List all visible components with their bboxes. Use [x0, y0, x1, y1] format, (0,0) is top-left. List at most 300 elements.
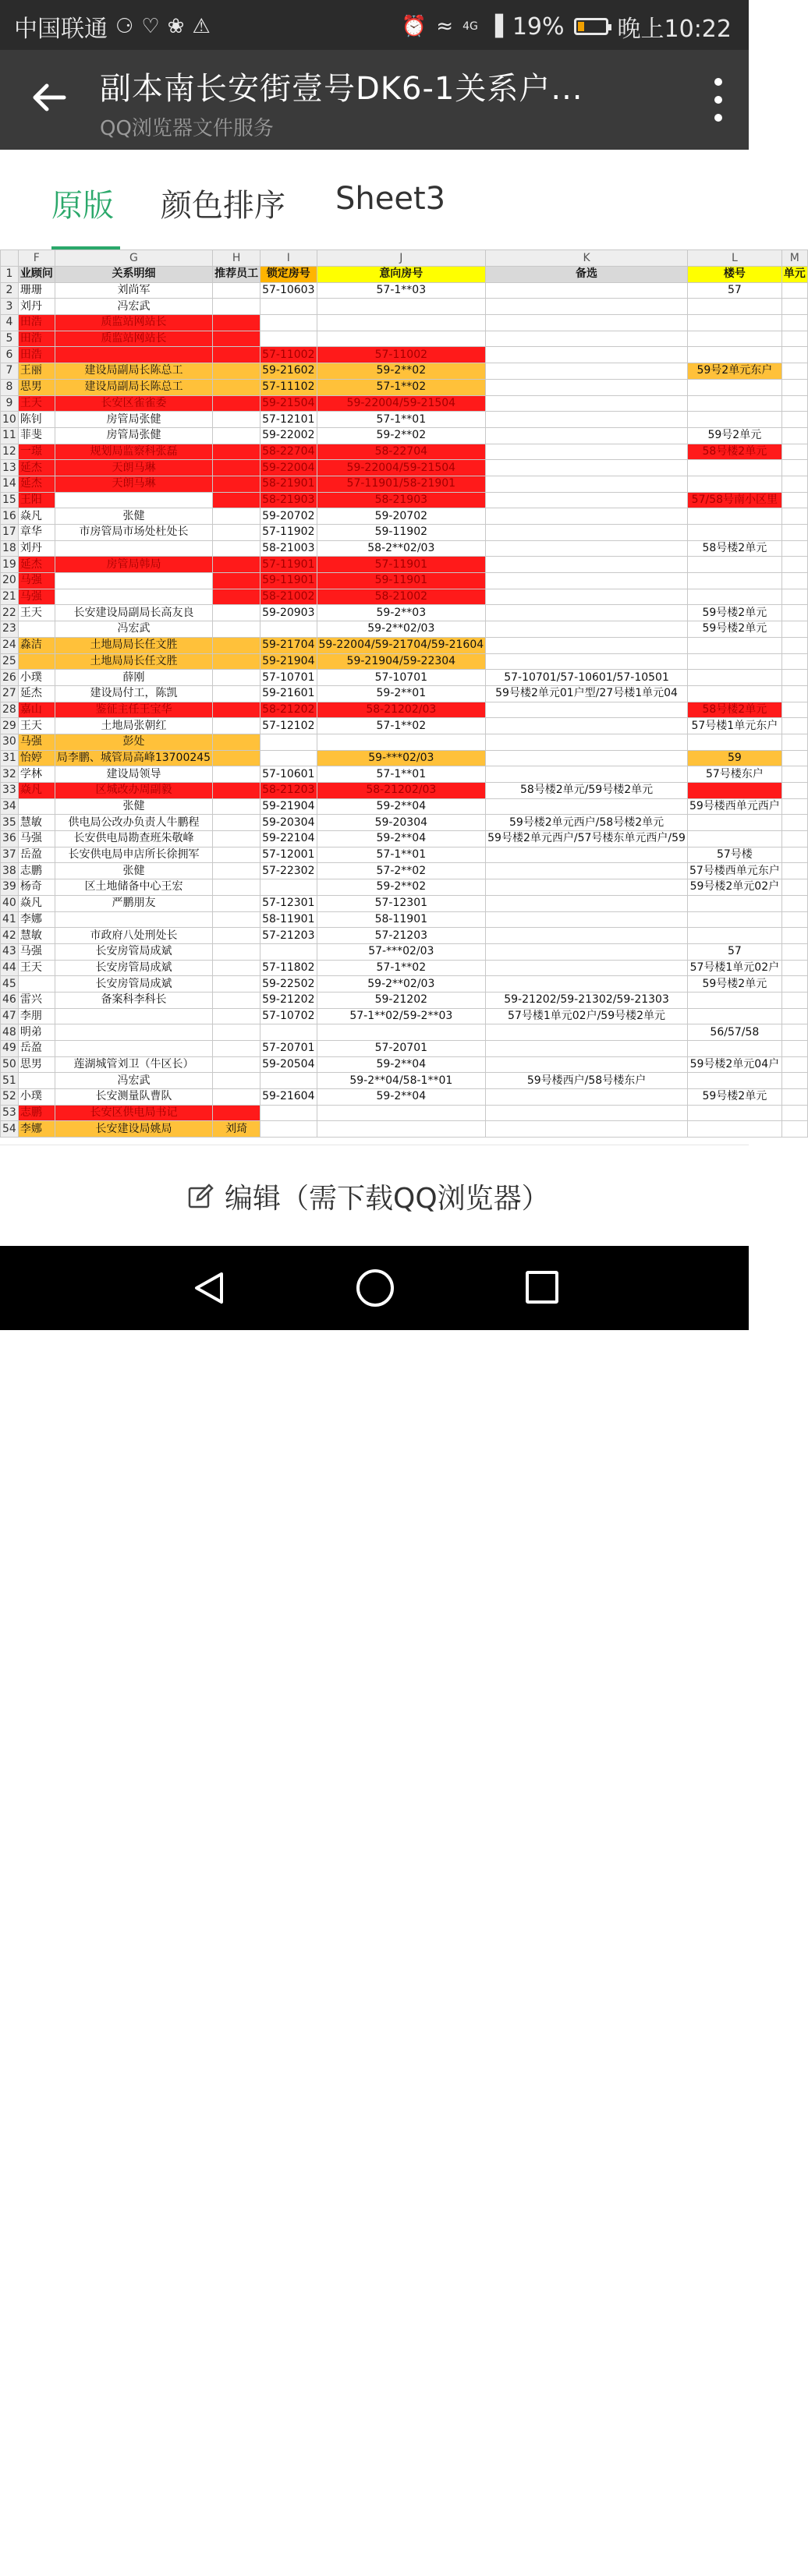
row-number[interactable]: 29 — [1, 718, 19, 734]
table-cell[interactable] — [486, 1089, 688, 1106]
table-cell[interactable]: 59-20304 — [317, 815, 486, 831]
table-cell[interactable] — [687, 1008, 781, 1024]
table-cell[interactable]: 59-22002 — [260, 427, 317, 444]
table-cell[interactable] — [781, 943, 807, 960]
table-cell[interactable]: 志鹏 — [18, 863, 55, 879]
row-number[interactable]: 11 — [1, 427, 19, 444]
table-cell[interactable] — [687, 476, 781, 492]
row-number[interactable]: 22 — [1, 605, 19, 621]
table-cell[interactable]: 57号楼1单元02户/59号楼2单元 — [486, 1008, 688, 1024]
table-cell[interactable] — [486, 508, 688, 525]
table-cell[interactable]: 57-10601 — [260, 766, 317, 783]
table-cell[interactable]: 59-2**01 — [317, 685, 486, 702]
table-cell[interactable]: 田浩 — [18, 331, 55, 347]
table-cell[interactable] — [55, 1024, 212, 1041]
table-cell[interactable] — [55, 347, 212, 363]
row-number[interactable]: 15 — [1, 492, 19, 508]
table-cell[interactable] — [486, 299, 688, 315]
table-cell[interactable] — [213, 557, 260, 573]
table-cell[interactable]: 57-1**02 — [317, 960, 486, 976]
table-cell[interactable] — [213, 299, 260, 315]
table-cell[interactable]: 57号楼东户 — [687, 766, 781, 783]
table-cell[interactable] — [781, 863, 807, 879]
table-cell[interactable] — [781, 605, 807, 621]
tab-color-sort[interactable]: 颜色排序 — [161, 188, 285, 224]
table-cell[interactable]: 57号楼 — [687, 847, 781, 863]
table-cell[interactable]: 建设局付工，陈凯 — [55, 685, 212, 702]
nav-recents-icon[interactable] — [526, 1271, 558, 1304]
row-number[interactable]: 41 — [1, 911, 19, 928]
table-cell[interactable]: 59-20304 — [260, 815, 317, 831]
table-cell[interactable]: 张健 — [55, 863, 212, 879]
header-cell[interactable]: 推荐员工 — [213, 267, 260, 283]
table-cell[interactable] — [781, 395, 807, 412]
table-cell[interactable]: 思男 — [18, 379, 55, 395]
table-cell[interactable]: 延杰 — [18, 476, 55, 492]
table-cell[interactable] — [213, 815, 260, 831]
table-cell[interactable]: 小璞 — [18, 670, 55, 686]
table-cell[interactable] — [781, 1024, 807, 1041]
row-number[interactable]: 45 — [1, 976, 19, 993]
tab-original[interactable]: 原版 — [51, 188, 114, 224]
table-cell[interactable]: 区城改办周副毅 — [55, 783, 212, 799]
table-cell[interactable] — [213, 492, 260, 508]
table-cell[interactable]: 菲斐 — [18, 427, 55, 444]
table-cell[interactable]: 59-2**02 — [317, 427, 486, 444]
table-cell[interactable] — [687, 331, 781, 347]
table-cell[interactable]: 57-11902 — [260, 525, 317, 541]
table-cell[interactable]: 李朋 — [18, 1008, 55, 1024]
column-letter[interactable]: L — [687, 250, 781, 267]
table-cell[interactable]: 57-11002 — [317, 347, 486, 363]
table-cell[interactable] — [781, 460, 807, 476]
table-cell[interactable]: 58-2**02/03 — [317, 540, 486, 557]
tab-sheet3[interactable]: Sheet3 — [335, 181, 446, 217]
table-cell[interactable] — [486, 702, 688, 718]
table-cell[interactable] — [781, 718, 807, 734]
table-cell[interactable]: 王阳 — [18, 492, 55, 508]
table-cell[interactable]: 市房管局市场处杜处长 — [55, 525, 212, 541]
row-number[interactable]: 5 — [1, 331, 19, 347]
table-cell[interactable] — [260, 943, 317, 960]
table-cell[interactable] — [213, 928, 260, 944]
row-number[interactable]: 14 — [1, 476, 19, 492]
table-cell[interactable] — [687, 1121, 781, 1138]
table-cell[interactable]: 张健 — [55, 798, 212, 815]
row-number[interactable]: 33 — [1, 783, 19, 799]
table-cell[interactable]: 57-10702 — [260, 1008, 317, 1024]
table-cell[interactable] — [486, 331, 688, 347]
table-cell[interactable]: 天朗马琳 — [55, 476, 212, 492]
table-cell[interactable]: 雷兴 — [18, 992, 55, 1008]
table-cell[interactable]: 59-20903 — [260, 605, 317, 621]
table-cell[interactable]: 59-21602 — [260, 363, 317, 380]
table-cell[interactable] — [486, 766, 688, 783]
table-cell[interactable]: 59-21504 — [260, 395, 317, 412]
edit-button[interactable] — [187, 1177, 550, 1216]
row-number[interactable]: 38 — [1, 863, 19, 879]
table-cell[interactable] — [486, 525, 688, 541]
table-cell[interactable]: 57-1**01 — [317, 412, 486, 428]
table-cell[interactable] — [486, 573, 688, 589]
table-cell[interactable]: 57-11102 — [260, 379, 317, 395]
table-cell[interactable] — [486, 492, 688, 508]
table-cell[interactable] — [486, 1121, 688, 1138]
table-cell[interactable]: 建设局副局长陈总工 — [55, 363, 212, 380]
table-cell[interactable] — [213, 444, 260, 460]
table-cell[interactable]: 57号楼1单元02户 — [687, 960, 781, 976]
table-cell[interactable]: 57-10603 — [260, 282, 317, 299]
table-cell[interactable]: 59-2**04/58-1**01 — [317, 1073, 486, 1089]
table-cell[interactable]: 59-21704 — [260, 637, 317, 653]
table-cell[interactable]: 杨奇 — [18, 879, 55, 896]
table-cell[interactable]: 59号楼西户/58号楼东户 — [486, 1073, 688, 1089]
table-cell[interactable] — [213, 783, 260, 799]
table-cell[interactable]: 房管局张健 — [55, 427, 212, 444]
table-cell[interactable] — [317, 1105, 486, 1121]
table-cell[interactable]: 59-21904 — [260, 798, 317, 815]
table-cell[interactable] — [317, 315, 486, 331]
row-number[interactable]: 2 — [1, 282, 19, 299]
table-cell[interactable]: 长安供电局申店所长徐拥军 — [55, 847, 212, 863]
table-cell[interactable] — [213, 605, 260, 621]
table-cell[interactable]: 59号2单元东户 — [687, 363, 781, 380]
table-cell[interactable] — [213, 960, 260, 976]
table-cell[interactable] — [213, 621, 260, 638]
row-number[interactable]: 44 — [1, 960, 19, 976]
table-cell[interactable]: 李娜 — [18, 911, 55, 928]
row-number[interactable]: 28 — [1, 702, 19, 718]
table-cell[interactable]: 长安区供电局书记 — [55, 1105, 212, 1121]
row-number[interactable]: 50 — [1, 1056, 19, 1073]
row-number[interactable]: 21 — [1, 589, 19, 605]
table-cell[interactable]: 59-22004/59-21504 — [317, 395, 486, 412]
table-cell[interactable]: 慧敏 — [18, 928, 55, 944]
table-cell[interactable] — [687, 895, 781, 911]
column-letter[interactable]: K — [486, 250, 688, 267]
table-cell[interactable]: 57-1**02/59-2**03 — [317, 1008, 486, 1024]
table-cell[interactable]: 市政府八处刑处长 — [55, 928, 212, 944]
table-cell[interactable]: 59-11901 — [317, 573, 486, 589]
table-cell[interactable] — [486, 895, 688, 911]
row-number[interactable]: 3 — [1, 299, 19, 315]
table-cell[interactable]: 59-20504 — [260, 1056, 317, 1073]
table-cell[interactable] — [687, 460, 781, 476]
table-cell[interactable] — [213, 734, 260, 750]
table-cell[interactable]: 刘丹 — [18, 540, 55, 557]
table-cell[interactable]: 58号楼2单元 — [687, 444, 781, 460]
column-letter[interactable]: I — [260, 250, 317, 267]
table-cell[interactable] — [687, 1105, 781, 1121]
table-cell[interactable] — [486, 653, 688, 670]
table-cell[interactable] — [213, 943, 260, 960]
table-cell[interactable] — [486, 379, 688, 395]
table-cell[interactable]: 59-22004/59-21704/59-21604 — [317, 637, 486, 653]
spreadsheet-view[interactable] — [0, 249, 806, 1145]
table-cell[interactable] — [781, 702, 807, 718]
table-cell[interactable]: 马强 — [18, 734, 55, 750]
table-cell[interactable] — [213, 589, 260, 605]
table-cell[interactable]: 刘琦 — [213, 1121, 260, 1138]
table-cell[interactable] — [687, 1041, 781, 1057]
table-cell[interactable]: 57-11002 — [260, 347, 317, 363]
table-cell[interactable] — [687, 315, 781, 331]
table-cell[interactable] — [486, 460, 688, 476]
table-cell[interactable]: 59号2单元 — [687, 427, 781, 444]
table-cell[interactable] — [213, 1089, 260, 1106]
table-cell[interactable] — [18, 976, 55, 993]
row-number[interactable]: 13 — [1, 460, 19, 476]
row-number[interactable]: 25 — [1, 653, 19, 670]
table-cell[interactable]: 59-11901 — [260, 573, 317, 589]
row-number[interactable]: 42 — [1, 928, 19, 944]
table-cell[interactable]: 59-22004 — [260, 460, 317, 476]
table-cell[interactable] — [317, 734, 486, 750]
table-cell[interactable]: 57-12101 — [260, 412, 317, 428]
row-number[interactable]: 48 — [1, 1024, 19, 1041]
table-cell[interactable]: 王天 — [18, 718, 55, 734]
table-cell[interactable]: 明弟 — [18, 1024, 55, 1041]
table-cell[interactable] — [486, 879, 688, 896]
table-cell[interactable] — [213, 798, 260, 815]
row-number[interactable]: 23 — [1, 621, 19, 638]
table-cell[interactable]: 59-22104 — [260, 831, 317, 847]
table-cell[interactable] — [213, 766, 260, 783]
row-number[interactable]: 18 — [1, 540, 19, 557]
table-cell[interactable]: 59-2**02 — [317, 363, 486, 380]
table-cell[interactable]: 马强 — [18, 573, 55, 589]
row-number[interactable]: 12 — [1, 444, 19, 460]
table-cell[interactable]: 57-1**01 — [317, 766, 486, 783]
table-cell[interactable]: 质监站网站长 — [55, 315, 212, 331]
table-cell[interactable] — [687, 299, 781, 315]
header-cell[interactable]: 关系明细 — [55, 267, 212, 283]
table-cell[interactable] — [55, 589, 212, 605]
table-cell[interactable]: 57-20701 — [260, 1041, 317, 1057]
table-cell[interactable]: 57-21203 — [260, 928, 317, 944]
table-cell[interactable]: 房管局张健 — [55, 412, 212, 428]
row-number[interactable]: 43 — [1, 943, 19, 960]
table-cell[interactable] — [781, 798, 807, 815]
nav-back-icon[interactable] — [193, 1271, 225, 1305]
row-number[interactable]: 54 — [1, 1121, 19, 1138]
table-cell[interactable] — [781, 331, 807, 347]
table-cell[interactable]: 建设局副局长陈总工 — [55, 379, 212, 395]
table-cell[interactable]: 58-21202 — [260, 702, 317, 718]
table-cell[interactable]: 57-1**03 — [317, 282, 486, 299]
table-cell[interactable]: 志鹏 — [18, 1105, 55, 1121]
table-cell[interactable]: 58-22704 — [260, 444, 317, 460]
table-cell[interactable] — [260, 1121, 317, 1138]
row-number[interactable]: 19 — [1, 557, 19, 573]
table-cell[interactable]: 59-2**04 — [317, 1056, 486, 1073]
table-cell[interactable] — [260, 1073, 317, 1089]
table-cell[interactable] — [213, 427, 260, 444]
table-cell[interactable] — [781, 621, 807, 638]
table-cell[interactable]: 淼洁 — [18, 637, 55, 653]
table-cell[interactable] — [486, 718, 688, 734]
table-cell[interactable] — [781, 299, 807, 315]
table-cell[interactable] — [781, 347, 807, 363]
table-cell[interactable] — [781, 1008, 807, 1024]
table-cell[interactable] — [781, 895, 807, 911]
table-cell[interactable]: 供电局公改办负责人牛鹏程 — [55, 815, 212, 831]
row-number[interactable]: 46 — [1, 992, 19, 1008]
table-cell[interactable]: 57-20701 — [317, 1041, 486, 1057]
table-cell[interactable]: 张健 — [55, 508, 212, 525]
table-cell[interactable] — [213, 573, 260, 589]
table-cell[interactable] — [213, 750, 260, 766]
table-cell[interactable] — [486, 557, 688, 573]
table-cell[interactable]: 焱凡 — [18, 783, 55, 799]
table-cell[interactable] — [486, 960, 688, 976]
table-cell[interactable] — [55, 1008, 212, 1024]
row-number[interactable]: 24 — [1, 637, 19, 653]
table-cell[interactable]: 岳盈 — [18, 847, 55, 863]
table-cell[interactable]: 58号楼2单元/59号楼2单元 — [486, 783, 688, 799]
table-cell[interactable]: 刘丹 — [18, 299, 55, 315]
more-options-icon[interactable] — [713, 78, 724, 122]
table-cell[interactable] — [55, 1041, 212, 1057]
table-cell[interactable] — [260, 879, 317, 896]
table-cell[interactable]: 57-10701/57-10601/57-10501 — [486, 670, 688, 686]
table-cell[interactable]: 王天 — [18, 605, 55, 621]
table-cell[interactable] — [260, 331, 317, 347]
table-cell[interactable] — [213, 460, 260, 476]
table-cell[interactable] — [687, 347, 781, 363]
table-cell[interactable] — [486, 863, 688, 879]
table-cell[interactable] — [781, 1041, 807, 1057]
table-cell[interactable] — [687, 525, 781, 541]
table-cell[interactable]: 59-22004/59-21504 — [317, 460, 486, 476]
table-cell[interactable] — [213, 347, 260, 363]
table-cell[interactable] — [781, 783, 807, 799]
table-cell[interactable]: 57-2**02 — [317, 863, 486, 879]
table-cell[interactable]: 59号楼2单元西户/57号楼东单元西户/59 — [486, 831, 688, 847]
table-cell[interactable] — [55, 911, 212, 928]
row-number[interactable]: 36 — [1, 831, 19, 847]
table-cell[interactable]: 长安供电局勘查班朱敬峰 — [55, 831, 212, 847]
table-cell[interactable]: 59-21601 — [260, 685, 317, 702]
table-cell[interactable]: 区土地储备中心王宏 — [55, 879, 212, 896]
table-cell[interactable]: 59-21904 — [260, 653, 317, 670]
table-cell[interactable] — [781, 476, 807, 492]
table-cell[interactable]: 慧敏 — [18, 815, 55, 831]
table-cell[interactable] — [486, 282, 688, 299]
table-cell[interactable]: 59号楼2单元01户型/27号楼1单元04 — [486, 685, 688, 702]
table-cell[interactable] — [687, 911, 781, 928]
table-cell[interactable] — [781, 1121, 807, 1138]
table-cell[interactable] — [213, 685, 260, 702]
table-cell[interactable] — [486, 1041, 688, 1057]
table-cell[interactable] — [486, 1105, 688, 1121]
table-cell[interactable] — [781, 573, 807, 589]
table-cell[interactable]: 天朗马琳 — [55, 460, 212, 476]
header-cell[interactable]: 业顾问 — [18, 267, 55, 283]
header-cell[interactable]: 备选 — [486, 267, 688, 283]
row-number[interactable]: 52 — [1, 1089, 19, 1106]
table-cell[interactable]: 57-1**02 — [317, 718, 486, 734]
table-cell[interactable] — [781, 315, 807, 331]
table-cell[interactable] — [213, 653, 260, 670]
table-cell[interactable] — [18, 653, 55, 670]
table-cell[interactable] — [781, 1089, 807, 1106]
table-cell[interactable] — [213, 702, 260, 718]
table-cell[interactable]: 58-22704 — [317, 444, 486, 460]
table-cell[interactable] — [213, 847, 260, 863]
table-cell[interactable] — [781, 589, 807, 605]
table-cell[interactable]: 刘尚军 — [55, 282, 212, 299]
table-cell[interactable] — [213, 1073, 260, 1089]
table-cell[interactable] — [260, 299, 317, 315]
table-cell[interactable]: 59号楼2单元 — [687, 976, 781, 993]
row-number[interactable]: 31 — [1, 750, 19, 766]
row-number[interactable]: 27 — [1, 685, 19, 702]
table-cell[interactable] — [213, 879, 260, 896]
table-cell[interactable] — [687, 379, 781, 395]
table-cell[interactable]: 土地局局长任文胜 — [55, 637, 212, 653]
row-number[interactable]: 20 — [1, 573, 19, 589]
table-cell[interactable] — [486, 363, 688, 380]
table-cell[interactable] — [55, 492, 212, 508]
table-cell[interactable]: 59-***02/03 — [317, 750, 486, 766]
table-cell[interactable]: 59-21202 — [260, 992, 317, 1008]
table-cell[interactable] — [687, 653, 781, 670]
table-cell[interactable] — [486, 911, 688, 928]
table-cell[interactable] — [213, 1041, 260, 1057]
table-cell[interactable] — [781, 653, 807, 670]
table-cell[interactable] — [486, 621, 688, 638]
table-cell[interactable]: 57-12001 — [260, 847, 317, 863]
table-cell[interactable]: 思男 — [18, 1056, 55, 1073]
table-cell[interactable] — [260, 621, 317, 638]
column-letter[interactable]: H — [213, 250, 260, 267]
table-cell[interactable] — [213, 395, 260, 412]
table-cell[interactable] — [687, 831, 781, 847]
table-cell[interactable] — [687, 589, 781, 605]
table-cell[interactable] — [781, 750, 807, 766]
table-cell[interactable] — [687, 573, 781, 589]
table-cell[interactable] — [781, 427, 807, 444]
table-cell[interactable] — [213, 525, 260, 541]
table-cell[interactable]: 58-21901 — [260, 476, 317, 492]
table-cell[interactable] — [781, 992, 807, 1008]
table-cell[interactable]: 备案科李科长 — [55, 992, 212, 1008]
row-number[interactable]: 49 — [1, 1041, 19, 1057]
table-cell[interactable] — [781, 1073, 807, 1089]
table-cell[interactable] — [213, 508, 260, 525]
table-cell[interactable] — [781, 976, 807, 993]
table-cell[interactable] — [213, 363, 260, 380]
table-cell[interactable] — [687, 815, 781, 831]
table-cell[interactable] — [687, 670, 781, 686]
table-cell[interactable] — [486, 928, 688, 944]
table-cell[interactable] — [687, 637, 781, 653]
table-cell[interactable] — [781, 557, 807, 573]
table-cell[interactable] — [687, 685, 781, 702]
table-cell[interactable] — [213, 1056, 260, 1073]
table-cell[interactable]: 一璟 — [18, 444, 55, 460]
row-number[interactable]: 37 — [1, 847, 19, 863]
table-cell[interactable]: 长安房管局成斌 — [55, 976, 212, 993]
table-cell[interactable]: 土地局张朝红 — [55, 718, 212, 734]
table-cell[interactable] — [781, 1105, 807, 1121]
table-cell[interactable] — [687, 412, 781, 428]
table-cell[interactable]: 59号楼2单元 — [687, 605, 781, 621]
table-cell[interactable] — [687, 783, 781, 799]
table-cell[interactable]: 延杰 — [18, 557, 55, 573]
table-cell[interactable] — [486, 750, 688, 766]
